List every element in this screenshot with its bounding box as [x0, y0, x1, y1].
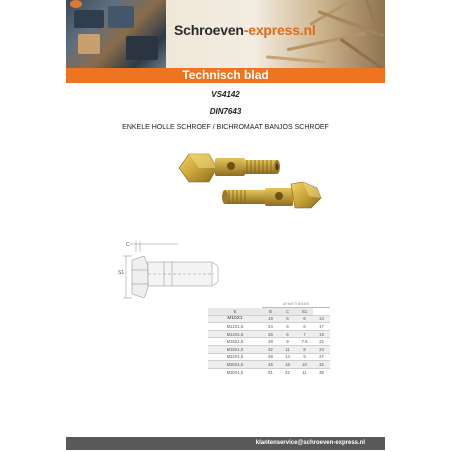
dimensions-table — [118, 300, 330, 376]
table-cell: M26X1,5 — [208, 361, 262, 369]
product-photo — [171, 146, 331, 216]
table-cell: 8 — [296, 346, 313, 354]
table-row — [118, 315, 330, 323]
table-cell: M22X1,5 — [208, 353, 262, 361]
toolbox-tray — [74, 10, 104, 28]
cap-shape — [70, 0, 82, 8]
dim-label-c: C — [126, 242, 130, 248]
table-cell: 28 — [262, 338, 279, 346]
document-title-banner: Technisch blad — [66, 68, 385, 83]
table-cell: 32 — [313, 361, 330, 369]
table-cell: 11 — [296, 368, 313, 376]
table-cell: 14 — [313, 315, 330, 323]
technical-drawing — [118, 238, 288, 302]
header-banner-image — [66, 0, 385, 68]
table-cell: M10X1 — [208, 315, 262, 323]
table-cell: 26 — [262, 330, 279, 338]
dim-label-s1: S1 — [118, 270, 125, 276]
table-cell: 27 — [313, 353, 330, 361]
table-cell: 51 — [262, 368, 279, 376]
table-row — [118, 361, 330, 369]
table-row — [118, 353, 330, 361]
table-row — [118, 330, 330, 338]
table-cell: M16X1,5 — [208, 338, 262, 346]
datasheet-page — [66, 0, 385, 452]
table-cell: 17 — [313, 323, 330, 331]
toolbox-tray — [108, 6, 134, 28]
column-header-e: E — [208, 308, 262, 316]
table-cell: 18 — [279, 361, 296, 369]
hand-shape — [78, 34, 100, 54]
table-cell: 7 — [296, 330, 313, 338]
brand-logo — [174, 22, 316, 38]
table-cell: M12X1,5 — [208, 323, 262, 331]
table-cell: 6 — [279, 330, 296, 338]
logo-text-suffix: -express.nl — [243, 22, 316, 38]
table-cell: 19 — [262, 315, 279, 323]
table-cell: 38 — [313, 368, 330, 376]
table-cell: 19 — [313, 330, 330, 338]
table-cell: 9 — [279, 338, 296, 346]
table-cell: 7.5 — [296, 338, 313, 346]
footer-bar — [66, 437, 385, 450]
table-cell: 24 — [313, 346, 330, 354]
table-cell: 6 — [296, 323, 313, 331]
table-row — [118, 323, 330, 331]
table-cell: 45 — [262, 361, 279, 369]
table-cell: 6 — [296, 315, 313, 323]
table-cell: 38 — [262, 353, 279, 361]
table-cell: 5 — [279, 315, 296, 323]
column-header-b: B — [262, 308, 279, 316]
column-header-s1: S1 — [296, 308, 313, 316]
banjo-bolt-lower — [222, 182, 321, 208]
product-code: VS4142 — [211, 90, 240, 99]
banjo-bolt-upper — [179, 154, 280, 182]
table-cell: 11 — [279, 346, 296, 354]
table-cell: M14X1,5 — [208, 330, 262, 338]
table-row — [118, 346, 330, 354]
product-norm: DIN7643 — [209, 107, 242, 116]
table-cell: 6 — [279, 323, 296, 331]
product-description: ENKELE HOLLE SCHROEF / BICHROMAAT BANJOS SCHROEF — [122, 124, 329, 131]
screw-shape — [340, 38, 383, 68]
table-row — [118, 368, 330, 376]
table-cell: M18X1,5 — [208, 346, 262, 354]
column-header-c: C — [279, 308, 296, 316]
footer-email[interactable]: klantenservice@schroeven-express.nl — [255, 440, 365, 446]
table-caption: AFMETINGEN — [262, 300, 330, 308]
logo-text-main: Schroeven — [174, 22, 244, 38]
table-cell: 22 — [313, 338, 330, 346]
table-cell: 32 — [262, 346, 279, 354]
toolbox-tray — [126, 36, 158, 60]
table-row — [118, 338, 330, 346]
workshop-photo — [66, 0, 166, 68]
table-cell: 24 — [262, 323, 279, 331]
table-cell: 14 — [279, 353, 296, 361]
table-cell: 10 — [296, 361, 313, 369]
table-cell: M30X1,5 — [208, 368, 262, 376]
table-cell: 22 — [279, 368, 296, 376]
table-cell: 9 — [296, 353, 313, 361]
screw-shape — [266, 55, 326, 63]
